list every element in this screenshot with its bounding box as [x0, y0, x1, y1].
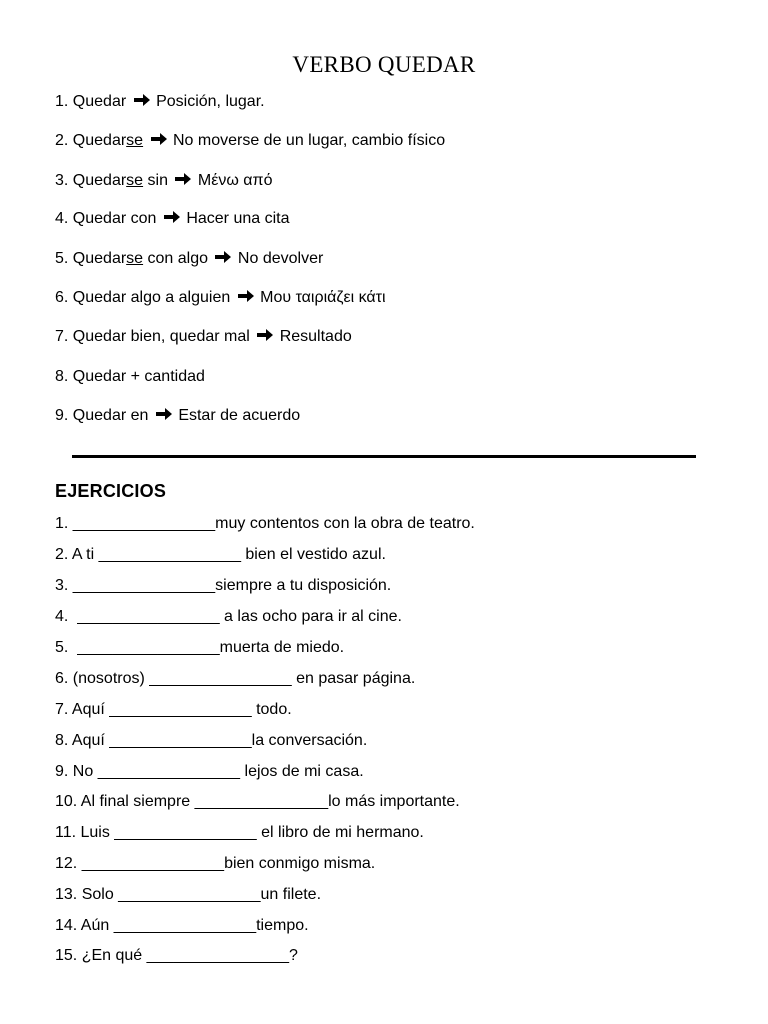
- exercise-item: 12. ________________bien conmigo misma.: [55, 855, 376, 872]
- usage-item: [55, 288, 386, 308]
- usage-number: 4.: [55, 210, 69, 227]
- usage-verb-complement: con algo: [143, 250, 209, 267]
- exercise-item: 7. Aquí ________________ todo.: [55, 701, 292, 718]
- exercise-item: 5. ________________muerta de miedo.: [55, 639, 345, 656]
- usage-number: 1.: [55, 93, 69, 110]
- exercise-item: 4. ________________ a las ocho para ir al cine.: [55, 608, 402, 625]
- right-arrow-icon: [256, 328, 274, 342]
- usage-item: [55, 131, 445, 151]
- usage-meaning: Posición, lugar.: [156, 93, 265, 110]
- exercise-item: 1. ________________muy contentos con la obra de teatro.: [55, 515, 475, 532]
- right-arrow-icon: [237, 289, 255, 303]
- right-arrow-icon: [214, 250, 232, 264]
- usage-number: 5.: [55, 250, 69, 267]
- right-arrow-icon: [150, 132, 168, 146]
- usage-item: [55, 406, 300, 426]
- usage-meaning: No devolver: [237, 250, 324, 267]
- usage-verb: Quedar: [72, 172, 127, 189]
- usage-meaning: Estar de acuerdo: [178, 407, 301, 424]
- right-arrow-icon: [155, 407, 173, 421]
- usage-number: 6.: [55, 289, 69, 306]
- usage-verb: Quedar: [72, 250, 127, 267]
- page-title: VERBO QUEDAR: [292, 52, 476, 77]
- exercise-item: 11. Luis ________________ el libro de mi hermano.: [55, 824, 424, 841]
- exercise-item: 13. Solo ________________un filete.: [55, 886, 322, 903]
- usage-item: [55, 209, 289, 229]
- usage-item: [55, 92, 265, 112]
- exercise-item: 15. ¿En qué ________________?: [55, 947, 298, 964]
- usage-meaning: Μένω από: [197, 172, 273, 189]
- usage-verb: Quedar algo a alguien: [72, 289, 231, 306]
- usage-meaning: Hacer una cita: [186, 210, 290, 227]
- exercise-item: 14. Aún ________________tiempo.: [55, 917, 309, 934]
- usage-number: 7.: [55, 328, 69, 345]
- exercise-item: 2. A ti ________________ bien el vestido azul.: [55, 546, 386, 563]
- usage-item: [55, 367, 205, 387]
- exercise-item: 6. (nosotros) ________________ en pasar página.: [55, 670, 416, 687]
- exercise-item: 10. Al final siempre _______________lo más importante.: [55, 793, 460, 810]
- usage-verb: Quedar + cantidad: [72, 368, 205, 385]
- usage-verb: Quedar en: [72, 407, 149, 424]
- right-arrow-icon: [163, 210, 181, 224]
- usage-item: [55, 171, 272, 191]
- usage-reflexive-suffix: se: [126, 172, 144, 189]
- right-arrow-icon: [174, 172, 192, 186]
- usage-meaning: Μου ταιριάζει κάτι: [260, 289, 386, 306]
- usage-number: 8.: [55, 368, 69, 385]
- right-arrow-icon: [133, 93, 151, 107]
- section-divider: [72, 455, 696, 458]
- usage-verb: Quedar bien, quedar mal: [72, 328, 250, 345]
- exercise-item: 3. ________________siempre a tu disposición.: [55, 577, 392, 594]
- usage-item: [55, 249, 323, 269]
- usage-reflexive-suffix: se: [126, 132, 144, 149]
- usage-verb: Quedar: [72, 93, 127, 110]
- usage-meaning: No moverse de un lugar, cambio físico: [172, 132, 446, 149]
- usage-verb-complement: sin: [143, 172, 168, 189]
- exercise-item: 9. No ________________ lejos de mi casa.: [55, 763, 364, 780]
- usage-verb: Quedar: [72, 132, 127, 149]
- usage-verb: Quedar con: [72, 210, 157, 227]
- usage-item: [55, 327, 352, 347]
- usage-number: 3.: [55, 172, 69, 189]
- usage-meaning: Resultado: [279, 328, 352, 345]
- exercises-heading: EJERCICIOS: [55, 481, 167, 501]
- usage-reflexive-suffix: se: [126, 250, 144, 267]
- usage-number: 2.: [55, 132, 69, 149]
- exercise-item: 8. Aquí ________________la conversación.: [55, 732, 368, 749]
- usage-number: 9.: [55, 407, 69, 424]
